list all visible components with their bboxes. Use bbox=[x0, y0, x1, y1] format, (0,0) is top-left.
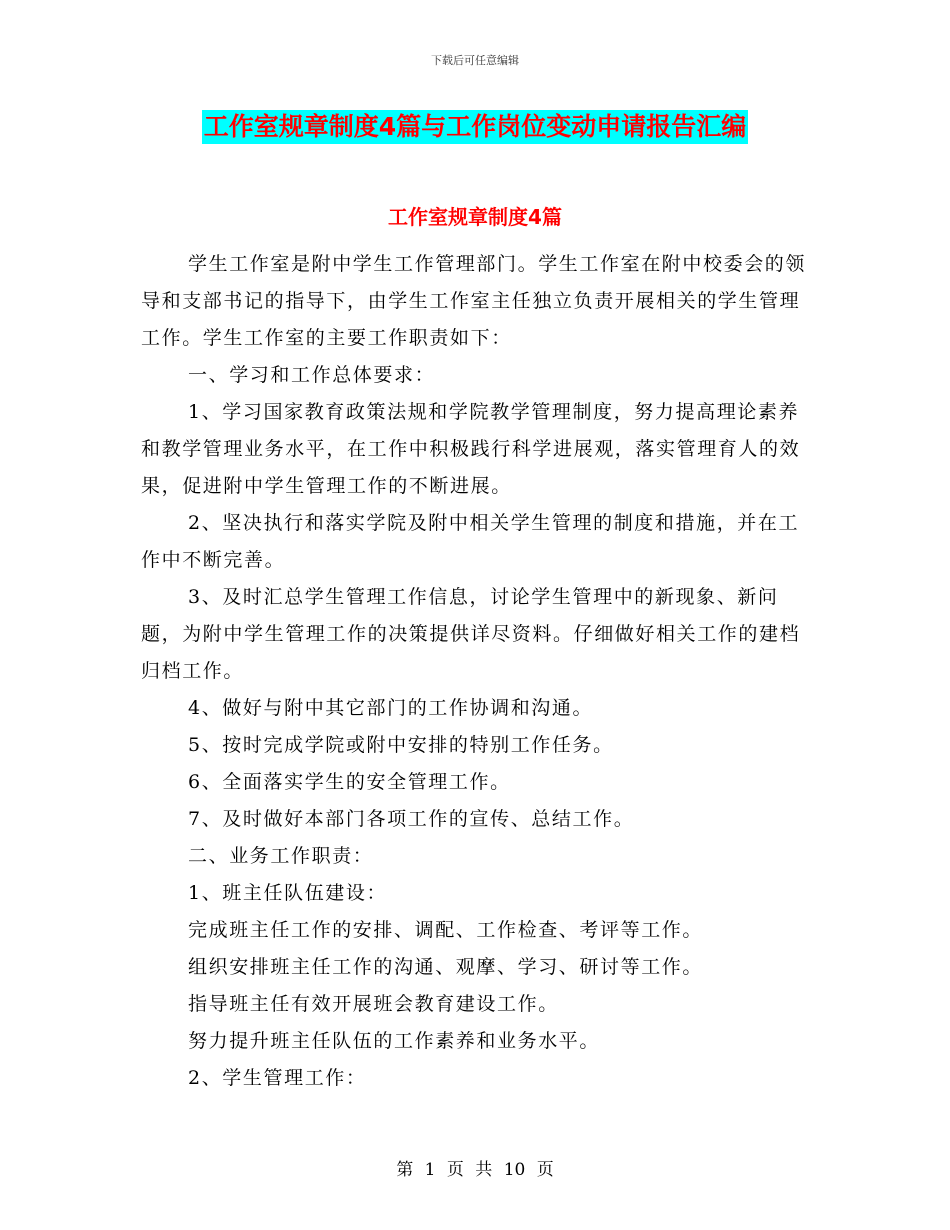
paragraph: 二、业务工作职责： bbox=[188, 845, 374, 867]
paragraph: 6、全面落实学生的安全管理工作。 bbox=[188, 771, 511, 793]
paragraph: 1、学习国家教育政策法规和学院教学管理制度，努力提高理论素养和教学管理业务水平，在工作中积极践行科学进展观，落实管理育人的效果，促进附中学生管理工作的不断进展。 bbox=[141, 401, 801, 497]
section-title: 工作室规章制度4篇 bbox=[388, 205, 562, 229]
paragraph: 努力提升班主任队伍的工作素养和业务水平。 bbox=[188, 1030, 601, 1052]
paragraph: 2、学生管理工作： bbox=[188, 1067, 367, 1089]
document-title: 工作室规章制度4篇与工作岗位变动申请报告汇编 bbox=[202, 110, 748, 144]
paragraph: 4、做好与附中其它部门的工作协调和沟通。 bbox=[188, 697, 594, 719]
document-body bbox=[141, 246, 811, 1097]
paragraph: 7、及时做好本部门各项工作的宣传、总结工作。 bbox=[188, 808, 635, 830]
paragraph: 一、学习和工作总体要求： bbox=[188, 364, 436, 386]
paragraph: 完成班主任工作的安排、调配、工作检查、考评等工作。 bbox=[188, 919, 704, 941]
paragraph: 组织安排班主任工作的沟通、观摩、学习、研讨等工作。 bbox=[188, 956, 704, 978]
paragraph: 1、班主任队伍建设： bbox=[188, 882, 388, 904]
paragraph: 学生工作室是附中学生工作管理部门。学生工作室在附中校委会的领导和支部书记的指导下，由学生工作室主任独立负责开展相关的学生管理工作。学生工作室的主要工作职责如下： bbox=[141, 253, 807, 349]
document-title-container bbox=[0, 110, 950, 144]
header-note: 下载后可任意编辑 bbox=[431, 54, 519, 67]
paragraph: 3、及时汇总学生管理工作信息，讨论学生管理中的新现象、新问题，为附中学生管理工作的决策提供详尽资料。仔细做好相关工作的建档归档工作。 bbox=[141, 586, 801, 682]
paragraph: 指导班主任有效开展班会教育建设工作。 bbox=[188, 993, 559, 1015]
paragraph: 5、按时完成学院或附中安排的特别工作任务。 bbox=[188, 734, 614, 756]
page-number-footer: 第 1 页 共 10 页 bbox=[396, 1160, 554, 1180]
paragraph: 2、坚决执行和落实学院及附中相关学生管理的制度和措施，并在工作中不断完善。 bbox=[141, 512, 800, 571]
